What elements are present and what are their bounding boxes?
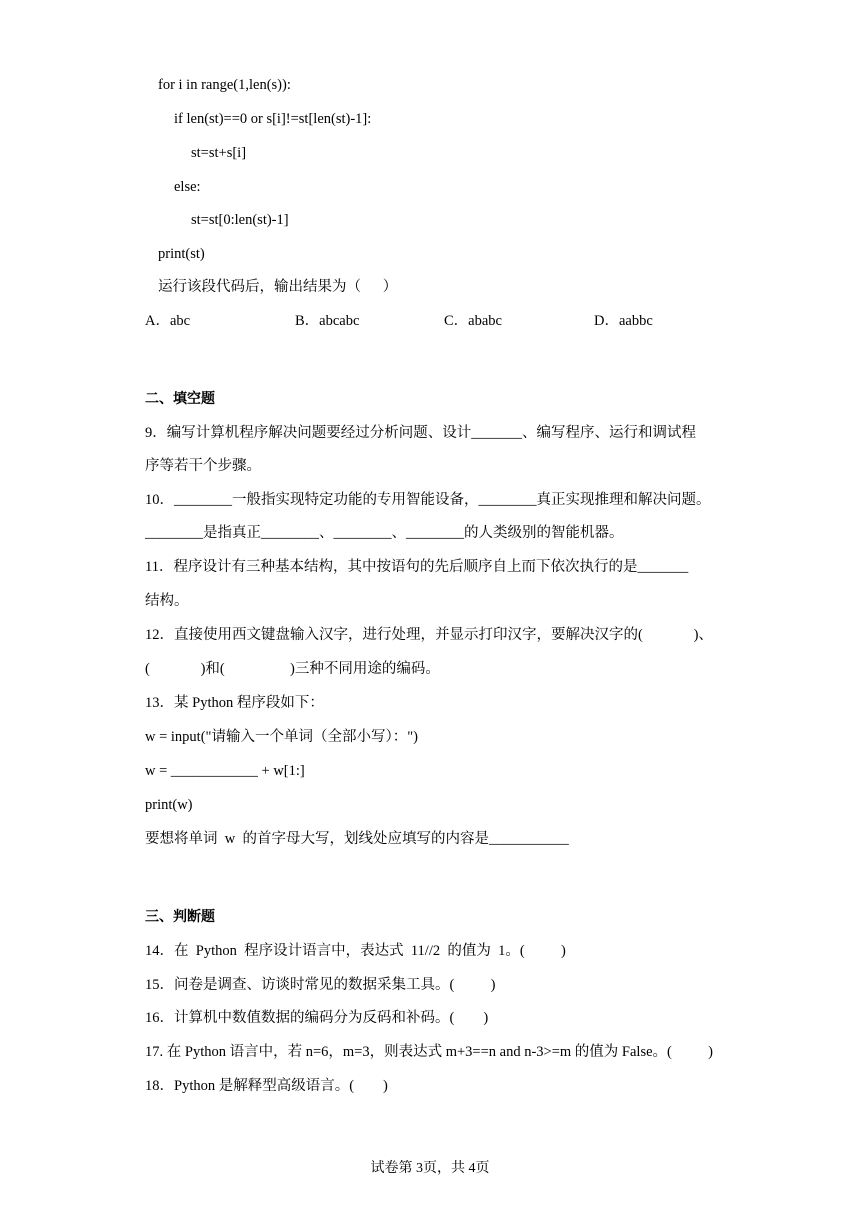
option-b: B．abcabc bbox=[295, 313, 360, 329]
question-9-line2: 序等若干个步骤。 bbox=[145, 458, 261, 474]
code-line: st=st[0:len(st)-1] bbox=[191, 212, 289, 228]
question-15: 15．问卷是调查、访谈时常见的数据采集工具。( ) bbox=[145, 977, 496, 993]
question-18: 18．Python 是解释型高级语言。( ) bbox=[145, 1078, 388, 1094]
question-11-line2: 结构。 bbox=[145, 593, 189, 609]
question-10-line1: 10．________一般指实现特定功能的专用智能设备，________真正实现推理和解决问题。 bbox=[145, 492, 711, 508]
question-13-code: print(w) bbox=[145, 797, 193, 813]
code-line: for i in range(1,len(s)): bbox=[158, 77, 291, 93]
code-line: print(st) bbox=[158, 246, 205, 262]
section-heading-fill-blank: 二、填空题 bbox=[145, 391, 215, 407]
code-line: st=st+s[i] bbox=[191, 145, 247, 161]
question-11-line1: 11．程序设计有三种基本结构，其中按语句的先后顺序自上而下依次执行的是_______ bbox=[145, 559, 689, 575]
section-heading-true-false: 三、判断题 bbox=[145, 909, 215, 925]
question-10-line2: ________是指真正________、________、________的人类级别的智能机器。 bbox=[145, 525, 624, 541]
question-text: 运行该段代码后，输出结果为（ ） bbox=[158, 279, 398, 295]
option-a: A．abc bbox=[145, 313, 191, 329]
question-13-prompt: 要想将单词 w 的首字母大写，划线处应填写的内容是___________ bbox=[145, 831, 569, 847]
question-13-code: w = input("请输入一个单词（全部小写）：") bbox=[145, 729, 418, 745]
question-14: 14．在 Python 程序设计语言中，表达式 11//2 的值为 1。( ) bbox=[145, 943, 566, 959]
option-d: D．aabbc bbox=[594, 313, 653, 329]
question-13-line1: 13．某 Python 程序段如下： bbox=[145, 695, 324, 711]
code-line: if len(st)==0 or s[i]!=st[len(st)-1]: bbox=[174, 111, 372, 127]
option-c: C．ababc bbox=[444, 313, 502, 329]
page-footer: 试卷第 3页，共 4页 bbox=[370, 1161, 490, 1176]
question-16: 16．计算机中数值数据的编码分为反码和补码。( ) bbox=[145, 1010, 489, 1026]
question-12-line1: 12．直接使用西文键盘输入汉字，进行处理，并显示打印汉字，要解决汉字的( )、 bbox=[145, 627, 713, 643]
question-12-line2: ( )和( )三种不同用途的编码。 bbox=[145, 661, 440, 677]
question-9-line1: 9．编写计算机程序解决问题要经过分析问题、设计_______、编写程序、运行和调试程 bbox=[145, 425, 696, 441]
question-13-code: w = ____________ + w[1:] bbox=[145, 763, 305, 779]
code-line: else: bbox=[174, 179, 201, 195]
question-17: 17. 在 Python 语言中，若 n=6，m=3，则表达式 m+3==n and n-3>=m 的值为 False。( ) bbox=[145, 1044, 713, 1060]
